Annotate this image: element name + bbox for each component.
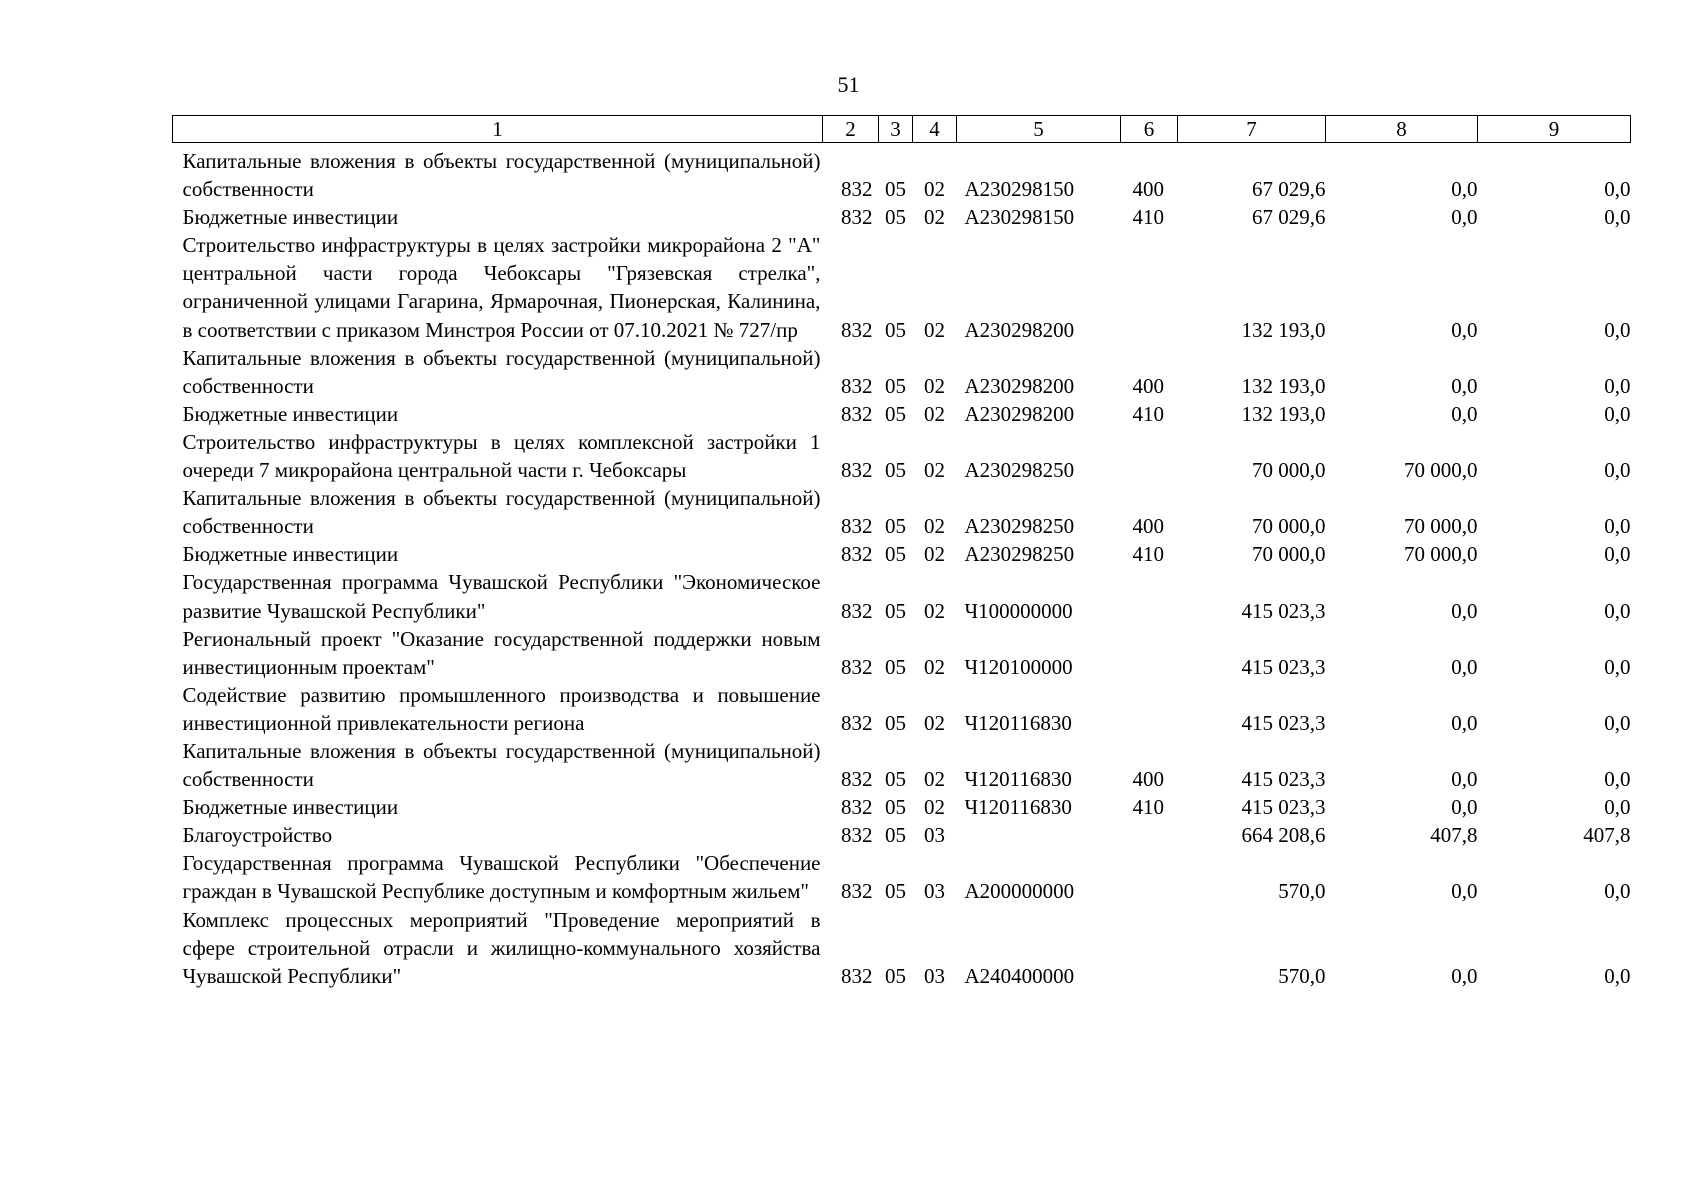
cell-section-code: 05 [885,767,906,792]
column-header-6: 6 [1121,116,1178,143]
cell-amount-col7: 570,0 [1278,963,1326,988]
cell-amount-col9: 0,0 [1604,205,1631,230]
cell-amount-col8: 0,0 [1451,317,1478,342]
cell-amount-col7: 70 000,0 [1252,542,1326,567]
cell-section-code: 05 [885,373,906,398]
cell-amount-col8: 0,0 [1451,879,1478,904]
row-name: Капитальные вложения в объекты государственной (муниципальной) собственности [182,345,821,398]
cell-target-article: А200000000 [964,879,1075,904]
page-number: 51 [837,72,860,97]
table-row [173,906,1631,990]
cell-target-article: Ч120116830 [964,795,1072,820]
table-row [173,143,1631,204]
cell-section-code: 05 [885,598,906,623]
column-header-7: 7 [1178,116,1326,143]
cell-amount-col7: 415 023,3 [1241,710,1326,735]
row-name: Государственная программа Чувашской Республики "Обеспечение граждан в Чувашской Республике доступным и комфортным жильем" [182,851,821,904]
cell-ministry-code: 832 [841,598,873,623]
cell-expense-type [1121,568,1178,624]
cell-expense-type [1121,849,1178,905]
cell-ministry-code: 832 [841,795,873,820]
cell-expense-type: 400 [1132,767,1164,792]
cell-target-article: А230298250 [964,542,1075,567]
column-header-1: 1 [173,116,823,143]
cell-section-code: 05 [885,205,906,230]
cell-section-code: 05 [885,177,906,202]
cell-subsection-code: 02 [924,795,945,820]
cell-amount-col8: 0,0 [1451,177,1478,202]
cell-subsection-code: 02 [924,177,945,202]
table-row [173,625,1631,681]
cell-subsection-code: 02 [924,205,945,230]
table-row [173,737,1631,793]
cell-amount-col7: 415 023,3 [1241,654,1326,679]
cell-amount-col7: 570,0 [1278,879,1326,904]
column-number-row [173,116,1631,143]
cell-ministry-code: 832 [841,458,873,483]
row-name: Комплекс процессных мероприятий "Проведение мероприятий в сфере строительной отрасли и жилищно-коммунального хозяйства Чувашской Республики" [182,907,821,988]
cell-ministry-code: 832 [841,542,873,567]
cell-expense-type: 410 [1132,795,1164,820]
table-header [173,116,1631,143]
cell-amount-col8: 0,0 [1451,654,1478,679]
table-row [173,821,1631,849]
cell-amount-col8: 0,0 [1451,205,1478,230]
cell-amount-col8: 0,0 [1451,598,1478,623]
cell-target-article: А230298150 [964,205,1075,230]
cell-subsection-code: 03 [924,823,945,848]
cell-subsection-code: 02 [924,317,945,342]
row-name: Бюджетные инвестиции [182,205,399,230]
cell-expense-type [1121,821,1178,849]
cell-amount-col9: 0,0 [1604,654,1631,679]
cell-expense-type: 400 [1132,514,1164,539]
cell-ministry-code: 832 [841,823,873,848]
cell-subsection-code: 03 [924,879,945,904]
row-name: Бюджетные инвестиции [182,542,399,567]
cell-amount-col8: 0,0 [1451,373,1478,398]
cell-expense-type: 410 [1132,401,1164,426]
column-header-8: 8 [1326,116,1478,143]
cell-expense-type [1121,428,1178,484]
cell-section-code: 05 [885,963,906,988]
cell-section-code: 05 [885,514,906,539]
cell-section-code: 05 [885,823,906,848]
cell-section-code: 05 [885,654,906,679]
cell-amount-col7: 70 000,0 [1252,514,1326,539]
cell-section-code: 05 [885,795,906,820]
cell-target-article: Ч120100000 [964,654,1073,679]
cell-subsection-code: 02 [924,654,945,679]
cell-subsection-code: 02 [924,373,945,398]
cell-section-code: 05 [885,317,906,342]
cell-amount-col9: 0,0 [1604,458,1631,483]
cell-amount-col9: 0,0 [1604,710,1631,735]
cell-ministry-code: 832 [841,317,873,342]
row-name: Бюджетные инвестиции [182,401,399,426]
column-header-2: 2 [823,116,879,143]
cell-target-article: А230298250 [964,458,1075,483]
cell-amount-col8: 70 000,0 [1404,514,1478,539]
cell-amount-col7: 415 023,3 [1241,598,1326,623]
row-name: Региональный проект "Оказание государственной поддержки новым инвестиционным проектам" [182,626,821,679]
table-row [173,400,1631,428]
cell-target-article: А230298200 [964,373,1075,398]
column-header-3: 3 [879,116,913,143]
table-row [173,484,1631,540]
cell-ministry-code: 832 [841,205,873,230]
table-row [173,681,1631,737]
cell-amount-col9: 0,0 [1604,373,1631,398]
cell-expense-type: 400 [1132,373,1164,398]
cell-amount-col9: 0,0 [1604,598,1631,623]
cell-amount-col7: 67 029,6 [1252,205,1326,230]
cell-ministry-code: 832 [841,514,873,539]
cell-ministry-code: 832 [841,710,873,735]
cell-target-article: А230298250 [964,514,1075,539]
cell-subsection-code: 02 [924,458,945,483]
cell-expense-type [1121,906,1178,990]
cell-subsection-code: 02 [924,542,945,567]
cell-ministry-code: 832 [841,401,873,426]
cell-ministry-code: 832 [841,373,873,398]
row-name: Строительство инфраструктуры в целях комплексной застройки 1 очереди 7 микрорайона центральной части г. Чебоксары [182,429,821,483]
row-name: Содействие развитию промышленного производства и повышение инвестиционной привлекательности региона [182,682,821,735]
cell-expense-type [1121,231,1178,343]
cell-section-code: 05 [885,458,906,483]
cell-amount-col9: 0,0 [1604,795,1631,820]
cell-amount-col9: 0,0 [1604,514,1631,539]
cell-amount-col7: 132 193,0 [1241,373,1326,398]
cell-subsection-code: 02 [924,710,945,735]
row-name: Капитальные вложения в объекты государственной (муниципальной) собственности [182,486,821,539]
column-header-9: 9 [1478,116,1631,143]
cell-amount-col8: 0,0 [1451,401,1478,426]
column-header-5: 5 [957,116,1121,143]
table-row [173,568,1631,624]
cell-subsection-code: 02 [924,401,945,426]
cell-section-code: 05 [885,879,906,904]
table-row [173,203,1631,231]
cell-subsection-code: 02 [924,598,945,623]
cell-subsection-code: 02 [924,767,945,792]
table-row [173,344,1631,400]
table-body [173,143,1631,990]
cell-subsection-code: 03 [924,963,945,988]
row-name: Капитальные вложения в объекты государственной (муниципальной) собственности [182,149,821,202]
cell-amount-col8: 407,8 [1430,823,1478,848]
cell-subsection-code: 02 [924,514,945,539]
cell-ministry-code: 832 [841,654,873,679]
budget-table [172,115,1631,990]
cell-amount-col7: 132 193,0 [1241,317,1326,342]
cell-amount-col7: 132 193,0 [1241,401,1326,426]
cell-amount-col9: 0,0 [1604,767,1631,792]
cell-target-article: А230298150 [964,177,1075,202]
cell-amount-col9: 0,0 [1604,542,1631,567]
row-name: Строительство инфраструктуры в целях застройки микрорайона 2 "А" центральной части города Чебоксары "Грязевская стрелка", ограниченной улицами Гагарина, Ярмарочная, Пионерская, Калинина, в соответствии с приказом Минстроя России от 07.10.2021 № 727/пр [182,233,821,342]
cell-amount-col7: 67 029,6 [1252,177,1326,202]
cell-target-article: Ч120116830 [964,710,1072,735]
cell-expense-type [1121,625,1178,681]
cell-target-article: Ч120116830 [964,767,1072,792]
cell-amount-col8: 0,0 [1451,795,1478,820]
cell-target-article: А240400000 [964,963,1075,988]
cell-amount-col7: 415 023,3 [1241,795,1326,820]
table-row [173,849,1631,905]
cell-ministry-code: 832 [841,177,873,202]
cell-amount-col9: 407,8 [1583,823,1631,848]
table-row [173,540,1631,568]
cell-section-code: 05 [885,710,906,735]
cell-target-article: А230298200 [964,401,1075,426]
row-name: Благоустройство [182,823,333,848]
cell-ministry-code: 832 [841,963,873,988]
cell-amount-col8: 0,0 [1451,767,1478,792]
table-row [173,428,1631,484]
row-name: Капитальные вложения в объекты государственной (муниципальной) собственности [182,738,821,792]
cell-target-article [957,821,1121,849]
cell-amount-col7: 415 023,3 [1241,767,1326,792]
column-header-4: 4 [913,116,957,143]
row-name: Бюджетные инвестиции [182,795,399,820]
cell-target-article: А230298200 [964,317,1075,342]
cell-expense-type: 410 [1132,542,1164,567]
cell-amount-col9: 0,0 [1604,177,1631,202]
cell-amount-col7: 664 208,6 [1241,823,1326,848]
cell-amount-col9: 0,0 [1604,401,1631,426]
cell-section-code: 05 [885,542,906,567]
cell-ministry-code: 832 [841,767,873,792]
row-name: Государственная программа Чувашской Республики "Экономическое развитие Чувашской Республики" [182,570,821,623]
cell-amount-col8: 0,0 [1451,963,1478,988]
cell-amount-col7: 70 000,0 [1252,458,1326,483]
cell-amount-col9: 0,0 [1604,317,1631,342]
cell-expense-type: 410 [1132,205,1164,230]
cell-ministry-code: 832 [841,879,873,904]
table-row [173,793,1631,821]
table-row [173,231,1631,343]
cell-target-article: Ч100000000 [964,598,1073,623]
cell-expense-type: 400 [1132,177,1164,202]
cell-amount-col8: 0,0 [1451,710,1478,735]
cell-amount-col9: 0,0 [1604,879,1631,904]
cell-section-code: 05 [885,401,906,426]
cell-amount-col8: 70 000,0 [1404,542,1478,567]
cell-amount-col8: 70 000,0 [1404,458,1478,483]
cell-expense-type [1121,681,1178,737]
cell-amount-col9: 0,0 [1604,963,1631,988]
